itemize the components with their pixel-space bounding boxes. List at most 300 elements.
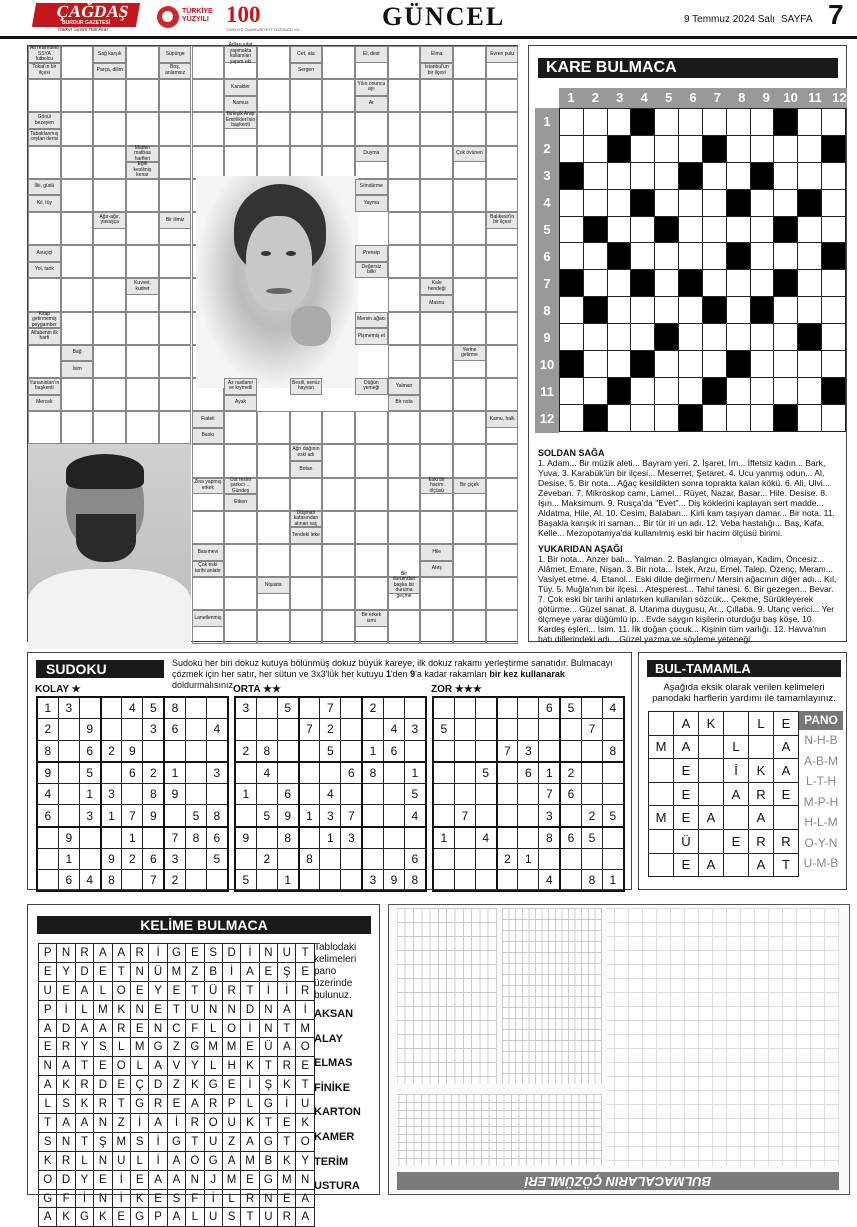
kelime-cell[interactable]: D [75, 962, 93, 981]
sudoku-cell[interactable]: 3 [143, 719, 164, 741]
kelime-cell[interactable]: Ş [278, 962, 296, 981]
sudoku-cell[interactable] [79, 827, 100, 849]
kelime-cell[interactable]: E [259, 962, 277, 981]
crossword-cell[interactable] [28, 212, 61, 245]
sudoku-cell[interactable] [207, 870, 228, 892]
kelime-cell[interactable]: G [259, 1170, 277, 1189]
sudoku-cell[interactable] [101, 697, 122, 719]
sudoku-cell[interactable] [341, 848, 362, 870]
kare-cell[interactable] [702, 297, 726, 324]
kare-cell[interactable] [798, 109, 822, 136]
crossword-cell[interactable] [420, 179, 453, 212]
kelime-cell[interactable]: E [241, 1038, 259, 1057]
kelime-cell[interactable]: V [167, 1057, 185, 1076]
crossword-cell[interactable] [322, 478, 355, 511]
sudoku-cell[interactable]: 6 [122, 762, 143, 784]
kare-cell[interactable] [655, 216, 679, 243]
kare-cell[interactable] [607, 189, 631, 216]
kelime-cell[interactable]: T [75, 1132, 93, 1151]
kare-cell[interactable] [679, 216, 703, 243]
kare-cell[interactable] [679, 270, 703, 297]
kare-cell[interactable] [750, 404, 774, 431]
kare-cell[interactable] [560, 324, 584, 351]
kelime-cell[interactable]: E [112, 1076, 130, 1095]
sudoku-cell[interactable]: 4 [256, 762, 277, 784]
kelime-cell[interactable]: S [57, 1095, 75, 1114]
kelime-cell[interactable]: N [94, 1151, 112, 1170]
crossword-cell[interactable] [388, 610, 421, 643]
kare-cell[interactable] [726, 377, 750, 404]
sudoku-cell[interactable] [383, 827, 404, 849]
kelime-cell[interactable]: İ [57, 1000, 75, 1019]
kare-cell[interactable] [583, 162, 607, 189]
kare-cell[interactable] [560, 109, 584, 136]
kelime-cell[interactable]: N [39, 1057, 57, 1076]
kelime-cell[interactable]: N [94, 1189, 112, 1208]
sudoku-cell[interactable] [362, 827, 383, 849]
sudoku-cell[interactable]: 8 [101, 870, 122, 892]
kelime-cell[interactable]: E [94, 1057, 112, 1076]
sudoku-cell[interactable]: 1 [320, 827, 341, 849]
sudoku-cell[interactable]: 3 [362, 870, 383, 892]
kare-cell[interactable] [631, 324, 655, 351]
kelime-cell[interactable]: İ [167, 1114, 185, 1133]
kare-cell[interactable] [583, 135, 607, 162]
kelime-cell[interactable]: E [57, 981, 75, 1000]
crossword-cell[interactable] [257, 79, 290, 112]
crossword-cell[interactable] [126, 212, 159, 245]
crossword-cell[interactable] [420, 444, 453, 477]
kare-cell[interactable] [822, 297, 846, 324]
kare-cell[interactable] [702, 135, 726, 162]
sudoku-cell[interactable] [518, 870, 539, 892]
kare-cell[interactable] [702, 351, 726, 378]
sudoku-cell[interactable] [475, 783, 496, 805]
sudoku-cell[interactable] [101, 762, 122, 784]
sudoku-cell[interactable] [454, 740, 475, 762]
kelime-cell[interactable]: E [149, 1000, 167, 1019]
kelime-cell[interactable]: L [241, 1095, 259, 1114]
kelime-cell[interactable]: R [57, 1151, 75, 1170]
sudoku-cell[interactable] [475, 805, 496, 827]
sudoku-cell[interactable] [341, 697, 362, 719]
kelime-cell[interactable]: L [75, 1151, 93, 1170]
sudoku-cell[interactable] [454, 719, 475, 741]
bul-cell[interactable]: A [699, 806, 724, 830]
kare-cell[interactable] [560, 351, 584, 378]
sudoku-cell[interactable] [454, 697, 475, 719]
crossword-cell[interactable] [322, 411, 355, 444]
kare-cell[interactable] [822, 243, 846, 270]
sudoku-cell[interactable]: 8 [603, 740, 624, 762]
kelime-cell[interactable]: Ü [149, 962, 167, 981]
kelime-cell[interactable]: R [204, 1095, 222, 1114]
kare-cell[interactable] [702, 270, 726, 297]
sudoku-cell[interactable]: 3 [320, 805, 341, 827]
kelime-cell[interactable]: S [39, 1132, 57, 1151]
sudoku-cell[interactable]: 1 [79, 783, 100, 805]
kelime-cell[interactable]: G [130, 1208, 148, 1227]
sudoku-cell[interactable] [320, 870, 341, 892]
kelime-cell[interactable]: K [296, 1114, 314, 1133]
kare-cell[interactable] [726, 324, 750, 351]
kare-cell[interactable] [560, 135, 584, 162]
sudoku-cell[interactable] [475, 740, 496, 762]
crossword-cell[interactable] [486, 511, 519, 544]
sudoku-cell[interactable] [207, 740, 228, 762]
kelime-cell[interactable]: N [259, 944, 277, 963]
crossword-cell[interactable] [486, 544, 519, 577]
crossword-cell[interactable] [322, 79, 355, 112]
kare-cell[interactable] [798, 243, 822, 270]
kelime-cell[interactable]: Y [75, 1038, 93, 1057]
sudoku-cell[interactable]: 6 [383, 740, 404, 762]
crossword-cell[interactable] [257, 444, 290, 477]
kelime-cell[interactable]: K [57, 1076, 75, 1095]
kelime-cell[interactable]: Ü [259, 1038, 277, 1057]
kare-cell[interactable] [679, 324, 703, 351]
sudoku-cell[interactable] [539, 719, 560, 741]
sudoku-easy-grid[interactable] [36, 696, 229, 892]
kelime-cell[interactable]: K [39, 1151, 57, 1170]
bul-cell[interactable] [724, 853, 749, 877]
kelime-cell[interactable]: C [167, 1019, 185, 1038]
crossword-cell[interactable] [93, 79, 126, 112]
sudoku-cell[interactable]: 1 [101, 805, 122, 827]
bul-cell[interactable]: R [774, 829, 799, 853]
crossword-cell[interactable] [322, 146, 355, 179]
kare-cell[interactable] [679, 243, 703, 270]
kelime-cell[interactable]: H [222, 1057, 240, 1076]
crossword-cell[interactable] [453, 312, 486, 345]
crossword-cell[interactable] [61, 245, 94, 278]
crossword-cell[interactable] [388, 312, 421, 345]
kelime-cell[interactable]: İ [112, 1189, 130, 1208]
kelime-cell[interactable]: L [75, 1000, 93, 1019]
kare-cell[interactable] [798, 324, 822, 351]
kelime-cell[interactable]: Y [149, 981, 167, 1000]
crossword-cell[interactable] [224, 511, 257, 544]
kare-cell[interactable] [750, 109, 774, 136]
sudoku-cell[interactable]: 9 [235, 827, 256, 849]
crossword-cell[interactable] [159, 179, 192, 212]
kelime-cell[interactable]: O [296, 1132, 314, 1151]
kare-cell[interactable] [798, 189, 822, 216]
kelime-cell[interactable]: S [167, 1189, 185, 1208]
kelime-cell[interactable]: S [94, 1038, 112, 1057]
sudoku-cell[interactable] [235, 719, 256, 741]
kelime-cell[interactable]: K [112, 1000, 130, 1019]
crossword-cell[interactable] [290, 146, 323, 179]
sudoku-cell[interactable] [320, 762, 341, 784]
kelime-cell[interactable]: A [75, 1019, 93, 1038]
kelime-cell[interactable]: A [296, 1208, 314, 1227]
sudoku-cell[interactable] [277, 848, 298, 870]
kelime-cell[interactable]: Z [222, 1132, 240, 1151]
kare-cell[interactable] [726, 109, 750, 136]
sudoku-cell[interactable] [518, 783, 539, 805]
crossword-cell[interactable] [486, 79, 519, 112]
kare-cell[interactable] [679, 189, 703, 216]
sudoku-cell[interactable] [581, 762, 602, 784]
kelime-cell[interactable]: A [112, 944, 130, 963]
bul-cell[interactable]: A [774, 735, 799, 759]
kare-cell[interactable] [560, 243, 584, 270]
kelime-cell[interactable]: Z [167, 1038, 185, 1057]
sudoku-cell[interactable]: 2 [235, 740, 256, 762]
kelime-cell[interactable]: D [149, 1076, 167, 1095]
sudoku-cell[interactable]: 8 [185, 827, 206, 849]
kare-cell[interactable] [726, 162, 750, 189]
kelime-cell[interactable]: K [94, 1208, 112, 1227]
kelime-cell[interactable]: A [222, 1151, 240, 1170]
sudoku-cell[interactable]: 5 [143, 697, 164, 719]
kelime-cell[interactable]: T [112, 962, 130, 981]
kare-cell[interactable] [822, 270, 846, 297]
kare-cell[interactable] [750, 351, 774, 378]
kare-cell[interactable] [798, 351, 822, 378]
kelime-cell[interactable]: N [222, 1000, 240, 1019]
kare-cell[interactable] [750, 324, 774, 351]
crossword-cell[interactable] [192, 146, 225, 179]
crossword-cell[interactable] [126, 411, 159, 444]
sudoku-cell[interactable]: 5 [581, 827, 602, 849]
kare-cell[interactable] [679, 297, 703, 324]
bul-cell[interactable] [699, 735, 724, 759]
kelime-cell[interactable]: Y [57, 962, 75, 981]
crossword-cell[interactable] [486, 444, 519, 477]
kelime-cell[interactable]: G [167, 944, 185, 963]
sudoku-cell[interactable] [185, 740, 206, 762]
kare-cell[interactable] [750, 270, 774, 297]
crossword-cell[interactable] [257, 478, 290, 511]
kelime-cell[interactable]: S [204, 944, 222, 963]
sudoku-cell[interactable] [362, 848, 383, 870]
sudoku-cell[interactable]: 8 [299, 848, 320, 870]
kelime-cell[interactable]: O [296, 1038, 314, 1057]
kelime-cell[interactable]: M [204, 1038, 222, 1057]
crossword-cell[interactable] [159, 79, 192, 112]
kare-cell[interactable] [774, 351, 798, 378]
crossword-cell[interactable] [486, 478, 519, 511]
bul-cell[interactable]: L [724, 735, 749, 759]
crossword-cell[interactable] [93, 411, 126, 444]
kare-cell[interactable] [774, 189, 798, 216]
sudoku-cell[interactable] [581, 783, 602, 805]
crossword-cell[interactable] [61, 312, 94, 345]
kare-cell[interactable] [798, 162, 822, 189]
kelime-cell[interactable]: M [94, 1000, 112, 1019]
kelime-cell[interactable]: E [130, 981, 148, 1000]
kelime-cell[interactable]: E [39, 962, 57, 981]
sudoku-cell[interactable] [164, 740, 185, 762]
kelime-cell[interactable]: T [241, 1208, 259, 1227]
sudoku-cell[interactable]: 8 [143, 783, 164, 805]
kare-cell[interactable] [655, 189, 679, 216]
sudoku-cell[interactable] [341, 783, 362, 805]
sudoku-cell[interactable] [383, 762, 404, 784]
kelime-cell[interactable]: B [204, 962, 222, 981]
sudoku-cell[interactable]: 1 [518, 848, 539, 870]
crossword-cell[interactable] [420, 79, 453, 112]
kare-cell[interactable] [583, 109, 607, 136]
crossword-cell[interactable] [420, 345, 453, 378]
kelime-cell[interactable]: L [94, 981, 112, 1000]
kare-cell[interactable] [822, 162, 846, 189]
kare-cell[interactable] [631, 297, 655, 324]
sudoku-cell[interactable] [235, 848, 256, 870]
kare-cell[interactable] [607, 324, 631, 351]
sudoku-cell[interactable] [603, 719, 624, 741]
kelime-cell[interactable]: R [130, 944, 148, 963]
sudoku-cell[interactable] [454, 848, 475, 870]
bul-cell[interactable]: E [674, 806, 699, 830]
sudoku-cell[interactable]: 9 [164, 783, 185, 805]
crossword-cell[interactable] [159, 378, 192, 411]
kelime-cell[interactable]: M [241, 1151, 259, 1170]
sudoku-cell[interactable]: 3 [79, 805, 100, 827]
kelime-cell[interactable]: T [75, 1057, 93, 1076]
sudoku-cell[interactable]: 1 [362, 740, 383, 762]
sudoku-cell[interactable] [256, 870, 277, 892]
sudoku-cell[interactable]: 2 [581, 805, 602, 827]
crossword-cell[interactable] [420, 378, 453, 411]
kare-cell[interactable] [750, 377, 774, 404]
kare-cell[interactable] [750, 297, 774, 324]
kelime-cell[interactable]: G [204, 1151, 222, 1170]
sudoku-cell[interactable] [603, 783, 624, 805]
sudoku-cell[interactable] [341, 719, 362, 741]
kare-cell[interactable] [702, 404, 726, 431]
sudoku-cell[interactable]: 4 [603, 697, 624, 719]
kelime-cell[interactable]: U [186, 1000, 204, 1019]
kelime-cell[interactable]: A [149, 1057, 167, 1076]
crossword-cell[interactable] [192, 79, 225, 112]
crossword-cell[interactable] [28, 79, 61, 112]
sudoku-cell[interactable] [299, 697, 320, 719]
sudoku-cell[interactable] [433, 740, 454, 762]
sudoku-cell[interactable] [37, 848, 58, 870]
kelime-cell[interactable]: Y [75, 1170, 93, 1189]
kelime-cell[interactable]: U [296, 1095, 314, 1114]
bul-cell[interactable] [699, 829, 724, 853]
kelime-cell[interactable]: T [259, 1057, 277, 1076]
kelime-cell[interactable]: M [296, 1019, 314, 1038]
kare-cell[interactable] [726, 351, 750, 378]
kelime-cell[interactable]: K [186, 1076, 204, 1095]
crossword-cell[interactable] [192, 511, 225, 544]
kare-cell[interactable] [655, 162, 679, 189]
crossword-cell[interactable] [420, 577, 453, 610]
kelime-cell[interactable]: G [186, 1038, 204, 1057]
kare-cell[interactable] [607, 162, 631, 189]
crossword-cell[interactable] [93, 245, 126, 278]
kelime-cell[interactable]: T [296, 1076, 314, 1095]
crossword-cell[interactable] [126, 79, 159, 112]
kare-cell[interactable] [655, 109, 679, 136]
kelime-cell[interactable]: K [278, 1076, 296, 1095]
kelime-cell[interactable]: A [278, 1000, 296, 1019]
kelime-cell[interactable]: R [112, 1019, 130, 1038]
kare-cell[interactable] [655, 243, 679, 270]
kelime-cell[interactable]: P [149, 1208, 167, 1227]
sudoku-cell[interactable] [299, 827, 320, 849]
kelime-cell[interactable]: T [259, 1114, 277, 1133]
bul-cell[interactable]: K [749, 759, 774, 783]
kelime-cell[interactable]: E [222, 1076, 240, 1095]
crossword-cell[interactable] [322, 577, 355, 610]
crossword-cell[interactable] [322, 610, 355, 643]
kare-cell[interactable] [774, 377, 798, 404]
kelime-cell[interactable]: İ [149, 1151, 167, 1170]
sudoku-cell[interactable]: 7 [164, 827, 185, 849]
sudoku-cell[interactable] [497, 762, 518, 784]
kare-cell[interactable] [607, 404, 631, 431]
sudoku-cell[interactable] [320, 848, 341, 870]
kare-cell[interactable] [583, 270, 607, 297]
crossword-cell[interactable] [388, 345, 421, 378]
kelime-cell[interactable]: G [149, 1038, 167, 1057]
crossword-cell[interactable] [61, 79, 94, 112]
sudoku-cell[interactable]: 5 [405, 783, 426, 805]
kelime-cell[interactable]: L [186, 1208, 204, 1227]
kelime-cell[interactable]: A [75, 981, 93, 1000]
crossword-cell[interactable] [192, 577, 225, 610]
sudoku-cell[interactable]: 2 [164, 870, 185, 892]
kelime-cell[interactable]: U [259, 1208, 277, 1227]
kelime-cell[interactable]: T [278, 1132, 296, 1151]
crossword-cell[interactable] [322, 511, 355, 544]
kare-cell[interactable] [798, 297, 822, 324]
kare-cell[interactable] [750, 216, 774, 243]
sudoku-cell[interactable] [256, 719, 277, 741]
kare-grid[interactable] [559, 108, 846, 432]
sudoku-cell[interactable] [185, 697, 206, 719]
kare-cell[interactable] [607, 297, 631, 324]
kelime-cell[interactable]: A [241, 1132, 259, 1151]
sudoku-cell[interactable]: 8 [277, 827, 298, 849]
kelime-cell[interactable]: N [57, 944, 75, 963]
kare-cell[interactable] [655, 297, 679, 324]
kare-cell[interactable] [798, 216, 822, 243]
bul-cell[interactable]: M [649, 735, 674, 759]
crossword-cell[interactable] [486, 610, 519, 643]
kare-cell[interactable] [822, 404, 846, 431]
sudoku-cell[interactable] [497, 805, 518, 827]
sudoku-cell[interactable]: 5 [475, 762, 496, 784]
bul-cell[interactable]: A [749, 853, 774, 877]
sudoku-cell[interactable]: 2 [497, 848, 518, 870]
kelime-cell[interactable]: Ç [130, 1076, 148, 1095]
crossword-cell[interactable] [322, 112, 355, 145]
kare-cell[interactable] [583, 324, 607, 351]
sudoku-cell[interactable] [101, 827, 122, 849]
crossword-cell[interactable] [126, 312, 159, 345]
sudoku-cell[interactable] [581, 848, 602, 870]
bul-cell[interactable] [649, 829, 674, 853]
kelime-cell[interactable]: U [204, 1132, 222, 1151]
sudoku-cell[interactable] [497, 827, 518, 849]
kare-cell[interactable] [560, 377, 584, 404]
kare-cell[interactable] [822, 351, 846, 378]
kare-cell[interactable] [702, 189, 726, 216]
crossword-cell[interactable] [159, 278, 192, 311]
kelime-cell[interactable]: D [241, 1000, 259, 1019]
kelime-cell[interactable]: N [259, 1019, 277, 1038]
sudoku-cell[interactable]: 6 [560, 783, 581, 805]
sudoku-cell[interactable] [58, 762, 79, 784]
sudoku-cell[interactable]: 1 [235, 783, 256, 805]
